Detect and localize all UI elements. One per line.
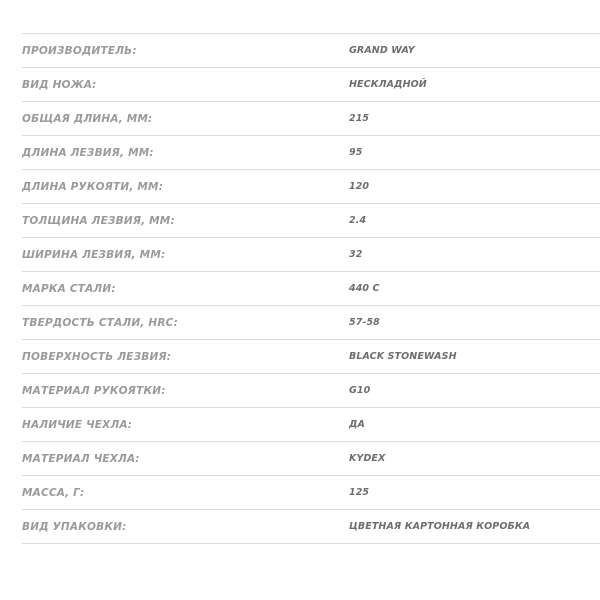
spec-label: МАТЕРИАЛ РУКОЯТКИ: [22,384,166,397]
spec-label: ДЛИНА ЛЕЗВИЯ, ММ: [22,146,154,159]
specifications-table [22,33,600,544]
spec-value: G10 [349,385,371,396]
spec-row-blade-thickness [22,204,600,238]
spec-row-blade-width [22,238,600,272]
spec-value: KYDEX [349,453,386,464]
spec-row-handle-material [22,374,600,408]
spec-label: ВИД НОЖА: [22,78,97,91]
spec-label: МАРКА СТАЛИ: [22,282,116,295]
spec-value: 125 [349,487,370,498]
spec-row-steel-grade [22,272,600,306]
spec-row-blade-length [22,136,600,170]
spec-value: ЦВЕТНАЯ КАРТОННАЯ КОРОБКА [349,521,531,532]
spec-label: ОБЩАЯ ДЛИНА, ММ: [22,112,153,125]
spec-value: 32 [349,249,363,260]
spec-label: НАЛИЧИЕ ЧЕХЛА: [22,418,133,431]
spec-row-packaging [22,510,600,544]
spec-value: 215 [349,113,370,124]
spec-value: НЕСКЛАДНОЙ [349,79,427,90]
spec-row-steel-hardness [22,306,600,340]
spec-label: МАТЕРИАЛ ЧЕХЛА: [22,452,140,465]
spec-label: ТВЕРДОСТЬ СТАЛИ, HRC: [22,316,178,329]
spec-row-total-length [22,102,600,136]
spec-label: ПРОИЗВОДИТЕЛЬ: [22,44,137,57]
spec-value: 95 [349,147,363,158]
spec-row-handle-length [22,170,600,204]
spec-value: 57-58 [349,317,380,328]
spec-label: МАССА, Г: [22,486,85,499]
spec-label: ВИД УПАКОВКИ: [22,520,127,533]
spec-label: ТОЛЩИНА ЛЕЗВИЯ, ММ: [22,214,175,227]
spec-label: ДЛИНА РУКОЯТИ, ММ: [22,180,164,193]
spec-value: 440 C [349,283,380,294]
spec-label: ПОВЕРХНОСТЬ ЛЕЗВИЯ: [22,350,172,363]
spec-value: ДА [349,419,366,430]
spec-row-blade-finish [22,340,600,374]
spec-value: 120 [349,181,370,192]
spec-label: ШИРИНА ЛЕЗВИЯ, ММ: [22,248,166,261]
spec-row-sheath-material [22,442,600,476]
spec-value: BLACK STONEWASH [349,351,457,362]
spec-value: 2.4 [349,215,367,226]
spec-row-manufacturer [22,34,600,68]
spec-row-knife-type [22,68,600,102]
spec-row-weight [22,476,600,510]
spec-value: GRAND WAY [349,45,415,56]
spec-row-sheath-included [22,408,600,442]
